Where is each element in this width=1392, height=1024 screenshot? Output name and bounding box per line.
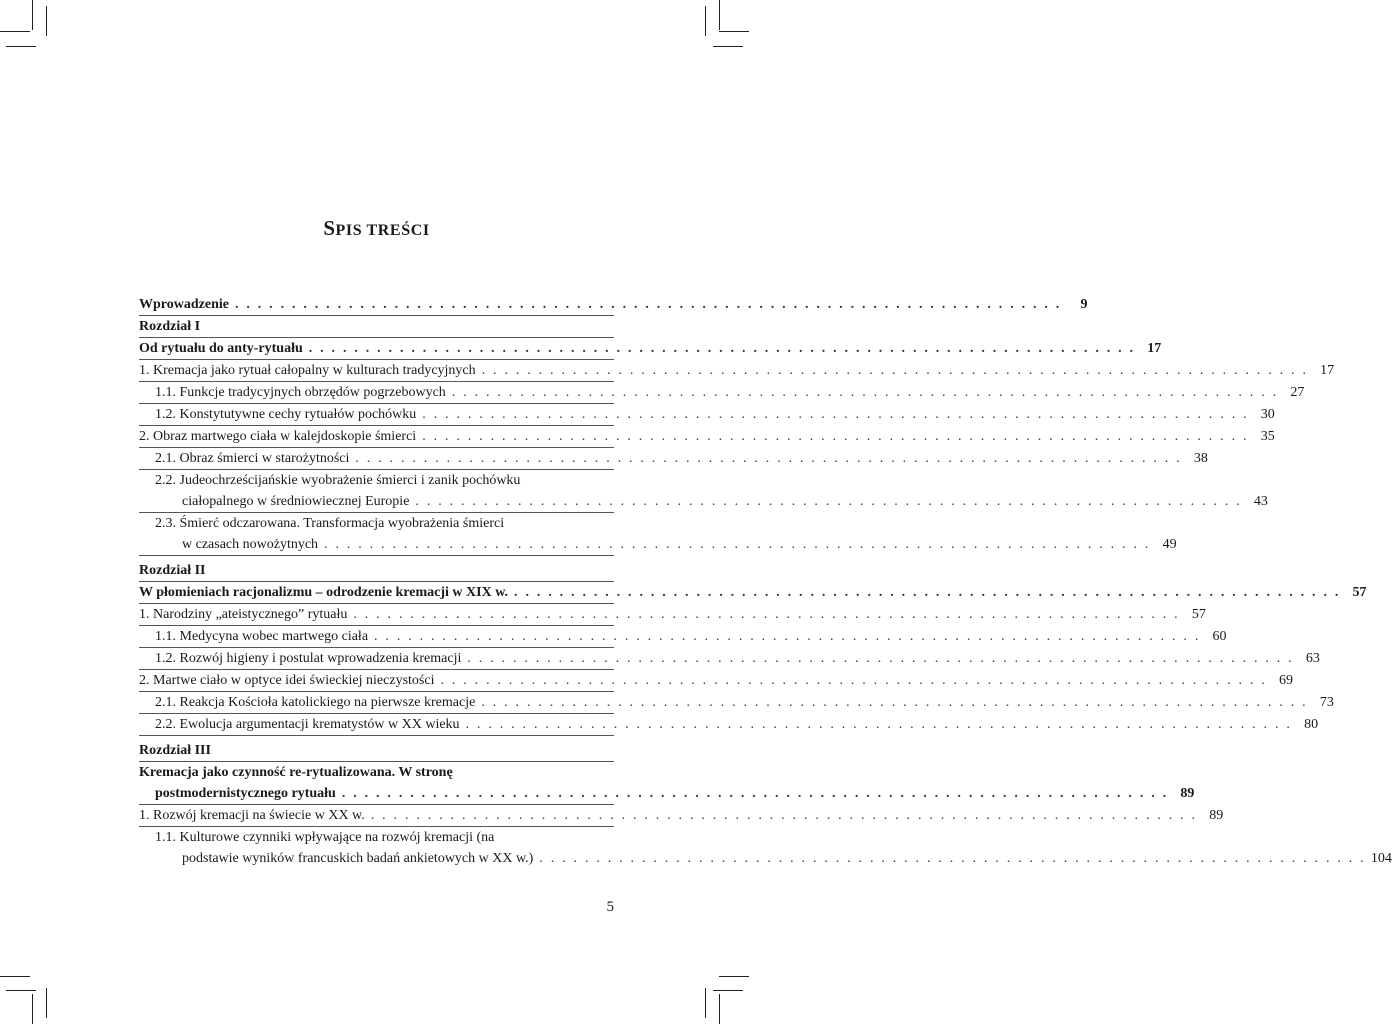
- page-number: 5: [606, 899, 614, 915]
- crop-mark: [719, 31, 749, 32]
- toc-entry: [139, 582, 1367, 604]
- crop-mark: [32, 0, 33, 30]
- toc-entry-title: 1. Kremacja jako rytuał całopalny w kulturach tradycyjnych: [139, 363, 476, 378]
- toc-entry-title: 1.2. Konstytutywne cechy rytuałów pochówku: [155, 407, 417, 422]
- toc-entry-page: 57: [1191, 607, 1206, 622]
- toc-entry: [139, 382, 1305, 404]
- toc-entry-title: ciałopalnego w średniowiecznej Europie: [182, 494, 410, 509]
- toc-entry-title: 2.1. Reakcja Kościoła katolickiego na pierwsze kremacje: [155, 695, 476, 710]
- toc-entry: [139, 714, 1319, 736]
- toc-entry-page: 27: [1290, 385, 1305, 400]
- toc-entry: [139, 692, 1334, 714]
- toc-entry-page: 89: [1209, 808, 1224, 823]
- dot-leader: . . . . . . . . . . . . . . . . . . . . . . . . . . . . . . . . . . . . . . . . . . . . . . . . . . . . . . . . . . . . . . . . . . . . . . . . .: [374, 629, 1201, 644]
- toc-entry-page: 63: [1305, 651, 1320, 666]
- toc-entry-page: 38: [1193, 451, 1208, 466]
- toc-entry: [139, 513, 1177, 556]
- toc-entry-page: 57: [1352, 585, 1367, 600]
- dot-leader: . . . . . . . . . . . . . . . . . . . . . . . . . . . . . . . . . . . . . . . . . . . . . . . . . . . . . . . . . . . . . . . . . . . . . . . . .: [370, 808, 1198, 823]
- toc-entry-title: 2.2. Ewolucja argumentacji krematystów w XX wieku: [155, 717, 460, 732]
- crop-mark: [713, 990, 743, 991]
- crop-mark: [6, 990, 36, 991]
- toc-entry-page: 69: [1278, 673, 1293, 688]
- crop-mark: [6, 46, 36, 47]
- dot-leader: . . . . . . . . . . . . . . . . . . . . . . . . . . . . . . . . . . . . . . . . . . . . . . . . . . . . . . . . . . . . . . . . . . . . . . . . .: [341, 786, 1169, 801]
- table-of-contents: [139, 294, 1392, 869]
- dot-leader: . . . . . . . . . . . . . . . . . . . . . . . . . . . . . . . . . . . . . . . . . . . . . . . . . . . . . . . . . . . . . . . . . . . . . . . . .: [353, 607, 1180, 622]
- crop-mark: [719, 0, 720, 30]
- toc-entry-page: 49: [1162, 537, 1177, 552]
- toc-entry-title: podstawie wyników francuskich badań ankietowych w XX w.): [182, 851, 534, 866]
- toc-entry-page: 104: [1370, 851, 1392, 866]
- toc-entry: [139, 827, 1392, 869]
- toc-entry-title: 2. Martwe ciało w optyce idei świeckiej nieczystości: [139, 673, 435, 688]
- crop-mark: [32, 994, 33, 1024]
- toc-entry: [139, 448, 1208, 470]
- toc-entry-page: 89: [1180, 786, 1195, 801]
- dot-leader: . . . . . . . . . . . . . . . . . . . . . . . . . . . . . . . . . . . . . . . . . . . . . . . . . . . . . . . . . . . . . . . . . . . . . . . . .: [467, 651, 1294, 666]
- dot-leader: . . . . . . . . . . . . . . . . . . . . . . . . . . . . . . . . . . . . . . . . . . . . . . . . . . . . . . . . . . . . . . . . . . . . . . . . .: [440, 673, 1267, 688]
- toc-entry: [139, 404, 1275, 426]
- dot-leader: . . . . . . . . . . . . . . . . . . . . . . . . . . . . . . . . . . . . . . . . . . . . . . . . . . . . . . . . . . . . . . . . . . . . . . . . .: [308, 341, 1136, 356]
- dot-leader: . . . . . . . . . . . . . . . . . . . . . . . . . . . . . . . . . . . . . . . . . . . . . . . . . . . . . . . . . . . . . . . . . . . . . . . . .: [465, 717, 1293, 732]
- dot-leader: . . . . . . . . . . . . . . . . . . . . . . . . . . . . . . . . . . . . . . . . . . . . . . . . . . . . . . . . . . . . . . . . . . . . . . . . .: [514, 585, 1341, 600]
- toc-entry-title: Rozdział II: [139, 563, 206, 578]
- toc-entry-title: 1.2. Rozwój higieny i postulat wprowadzenia kremacji: [155, 651, 462, 666]
- dot-leader: . . . . . . . . . . . . . . . . . . . . . . . . . . . . . . . . . . . . . . . . . . . . . . . . . . . . . . . . . . . . . . . . . . . . . . . . .: [415, 494, 1242, 509]
- page-title-rest: PIS TREŚCI: [335, 222, 430, 239]
- dot-leader: . . . . . . . . . . . . . . . . . . . . . . . . . . . . . . . . . . . . . . . . . . . . . . . . . . . . . . . . . . . . . . . . . . . . . . . . .: [481, 695, 1308, 710]
- toc-entry: [139, 805, 1224, 827]
- chapter-heading: [139, 740, 614, 762]
- toc-entry: [139, 648, 1320, 670]
- toc-entry: [139, 338, 1162, 360]
- toc-entry-title: 1.1. Kulturowe czynniki wpływające na rozwój kremacji (na: [155, 830, 495, 845]
- toc-entry-page: 17: [1147, 341, 1162, 356]
- toc-entry-title: 2. Obraz martwego ciała w kalejdoskopie śmierci: [139, 429, 417, 444]
- toc-entry-title: 1. Rozwój kremacji na świecie w XX w.: [139, 808, 365, 823]
- toc-entry: [139, 626, 1227, 648]
- crop-mark: [46, 6, 47, 36]
- toc-entry: [139, 360, 1335, 382]
- dot-leader: . . . . . . . . . . . . . . . . . . . . . . . . . . . . . . . . . . . . . . . . . . . . . . . . . . . . . . . . . . . . . . . . . . . . . . . . .: [451, 385, 1279, 400]
- toc-entry-page: 9: [1080, 297, 1088, 312]
- toc-entry-page: 17: [1320, 363, 1335, 378]
- toc-entry-title: 2.3. Śmierć odczarowana. Transformacja wyobrażenia śmierci: [155, 516, 505, 531]
- page-title-initial: S: [323, 216, 336, 240]
- toc-entry-title: Wprowadzenie: [139, 297, 229, 312]
- toc-entry-title: Kremacja jako czynność re-rytualizowana. W stronę: [139, 765, 453, 780]
- crop-mark: [46, 988, 47, 1018]
- chapter-heading: [139, 316, 614, 338]
- toc-entry-title: postmodernistycznego rytuału: [155, 786, 336, 801]
- crop-mark: [0, 31, 30, 32]
- dot-leader: . . . . . . . . . . . . . . . . . . . . . . . . . . . . . . . . . . . . . . . . . . . . . . . . . . . . . . . . . . . . . . . . . . . . . . . . .: [539, 851, 1366, 866]
- toc-entry-title: 2.1. Obraz śmierci w starożytności: [155, 451, 350, 466]
- toc-entry-page: 60: [1212, 629, 1227, 644]
- dot-leader: . . . . . . . . . . . . . . . . . . . . . . . . . . . . . . . . . . . . . . . . . . . . . . . . . . . . . . . . . . . . . . . . . . . . . . . . .: [355, 451, 1182, 466]
- toc-entry-page: 73: [1319, 695, 1334, 710]
- toc-entry-page: 35: [1260, 429, 1275, 444]
- toc-entry-title: 1. Narodziny „ateistycznego” rytuału: [139, 607, 348, 622]
- toc-entry-title: Rozdział I: [139, 319, 201, 334]
- crop-mark: [0, 976, 30, 977]
- crop-mark: [705, 988, 706, 1018]
- crop-mark: [705, 6, 706, 36]
- toc-entry-page: 30: [1260, 407, 1275, 422]
- dot-leader: . . . . . . . . . . . . . . . . . . . . . . . . . . . . . . . . . . . . . . . . . . . . . . . . . . . . . . . . . . . . . . . . . . . . . . . . .: [481, 363, 1309, 378]
- toc-entry: [139, 604, 1206, 626]
- dot-leader: . . . . . . . . . . . . . . . . . . . . . . . . . . . . . . . . . . . . . . . . . . . . . . . . . . . . . . . . . . . . . . . . . . . . . . . . .: [422, 407, 1249, 422]
- toc-entry-title: Rozdział III: [139, 743, 211, 758]
- toc-entry-title: 1.1. Medycyna wobec martwego ciała: [155, 629, 369, 644]
- toc-entry: [139, 470, 1268, 513]
- dot-leader: . . . . . . . . . . . . . . . . . . . . . . . . . . . . . . . . . . . . . . . . . . . . . . . . . . . . . . . . . . . . . . . . . . . . . . . . .: [422, 429, 1249, 444]
- toc-entry: [139, 762, 1195, 805]
- toc-entry: [139, 294, 1088, 316]
- dot-leader: . . . . . . . . . . . . . . . . . . . . . . . . . . . . . . . . . . . . . . . . . . . . . . . . . . . . . . . . . . . . . . . . . . . . . . . . .: [324, 537, 1151, 552]
- toc-entry: [139, 670, 1293, 692]
- toc-entry-title: W płomieniach racjonalizmu – odrodzenie kremacji w XIX w.: [139, 585, 509, 600]
- crop-mark: [719, 976, 749, 977]
- toc-entry-title: w czasach nowożytnych: [182, 537, 319, 552]
- crop-mark: [719, 994, 720, 1024]
- toc-entry: [139, 426, 1275, 448]
- crop-mark: [713, 46, 743, 47]
- dot-leader: . . . . . . . . . . . . . . . . . . . . . . . . . . . . . . . . . . . . . . . . . . . . . . . . . . . . . . . . . . . . . . . . . . . . . . . . .: [234, 297, 1062, 312]
- page-title: [0, 216, 753, 241]
- toc-entry-title: Od rytuału do anty-rytuału: [139, 341, 303, 356]
- chapter-heading: [139, 560, 614, 582]
- toc-entry-title: 1.1. Funkcje tradycyjnych obrzędów pogrzebowych: [155, 385, 446, 400]
- toc-entry-page: 43: [1253, 494, 1268, 509]
- toc-entry-title: 2.2. Judeochrześcijańskie wyobrażenie śmierci i zanik pochówku: [155, 473, 521, 488]
- toc-entry-page: 80: [1304, 717, 1319, 732]
